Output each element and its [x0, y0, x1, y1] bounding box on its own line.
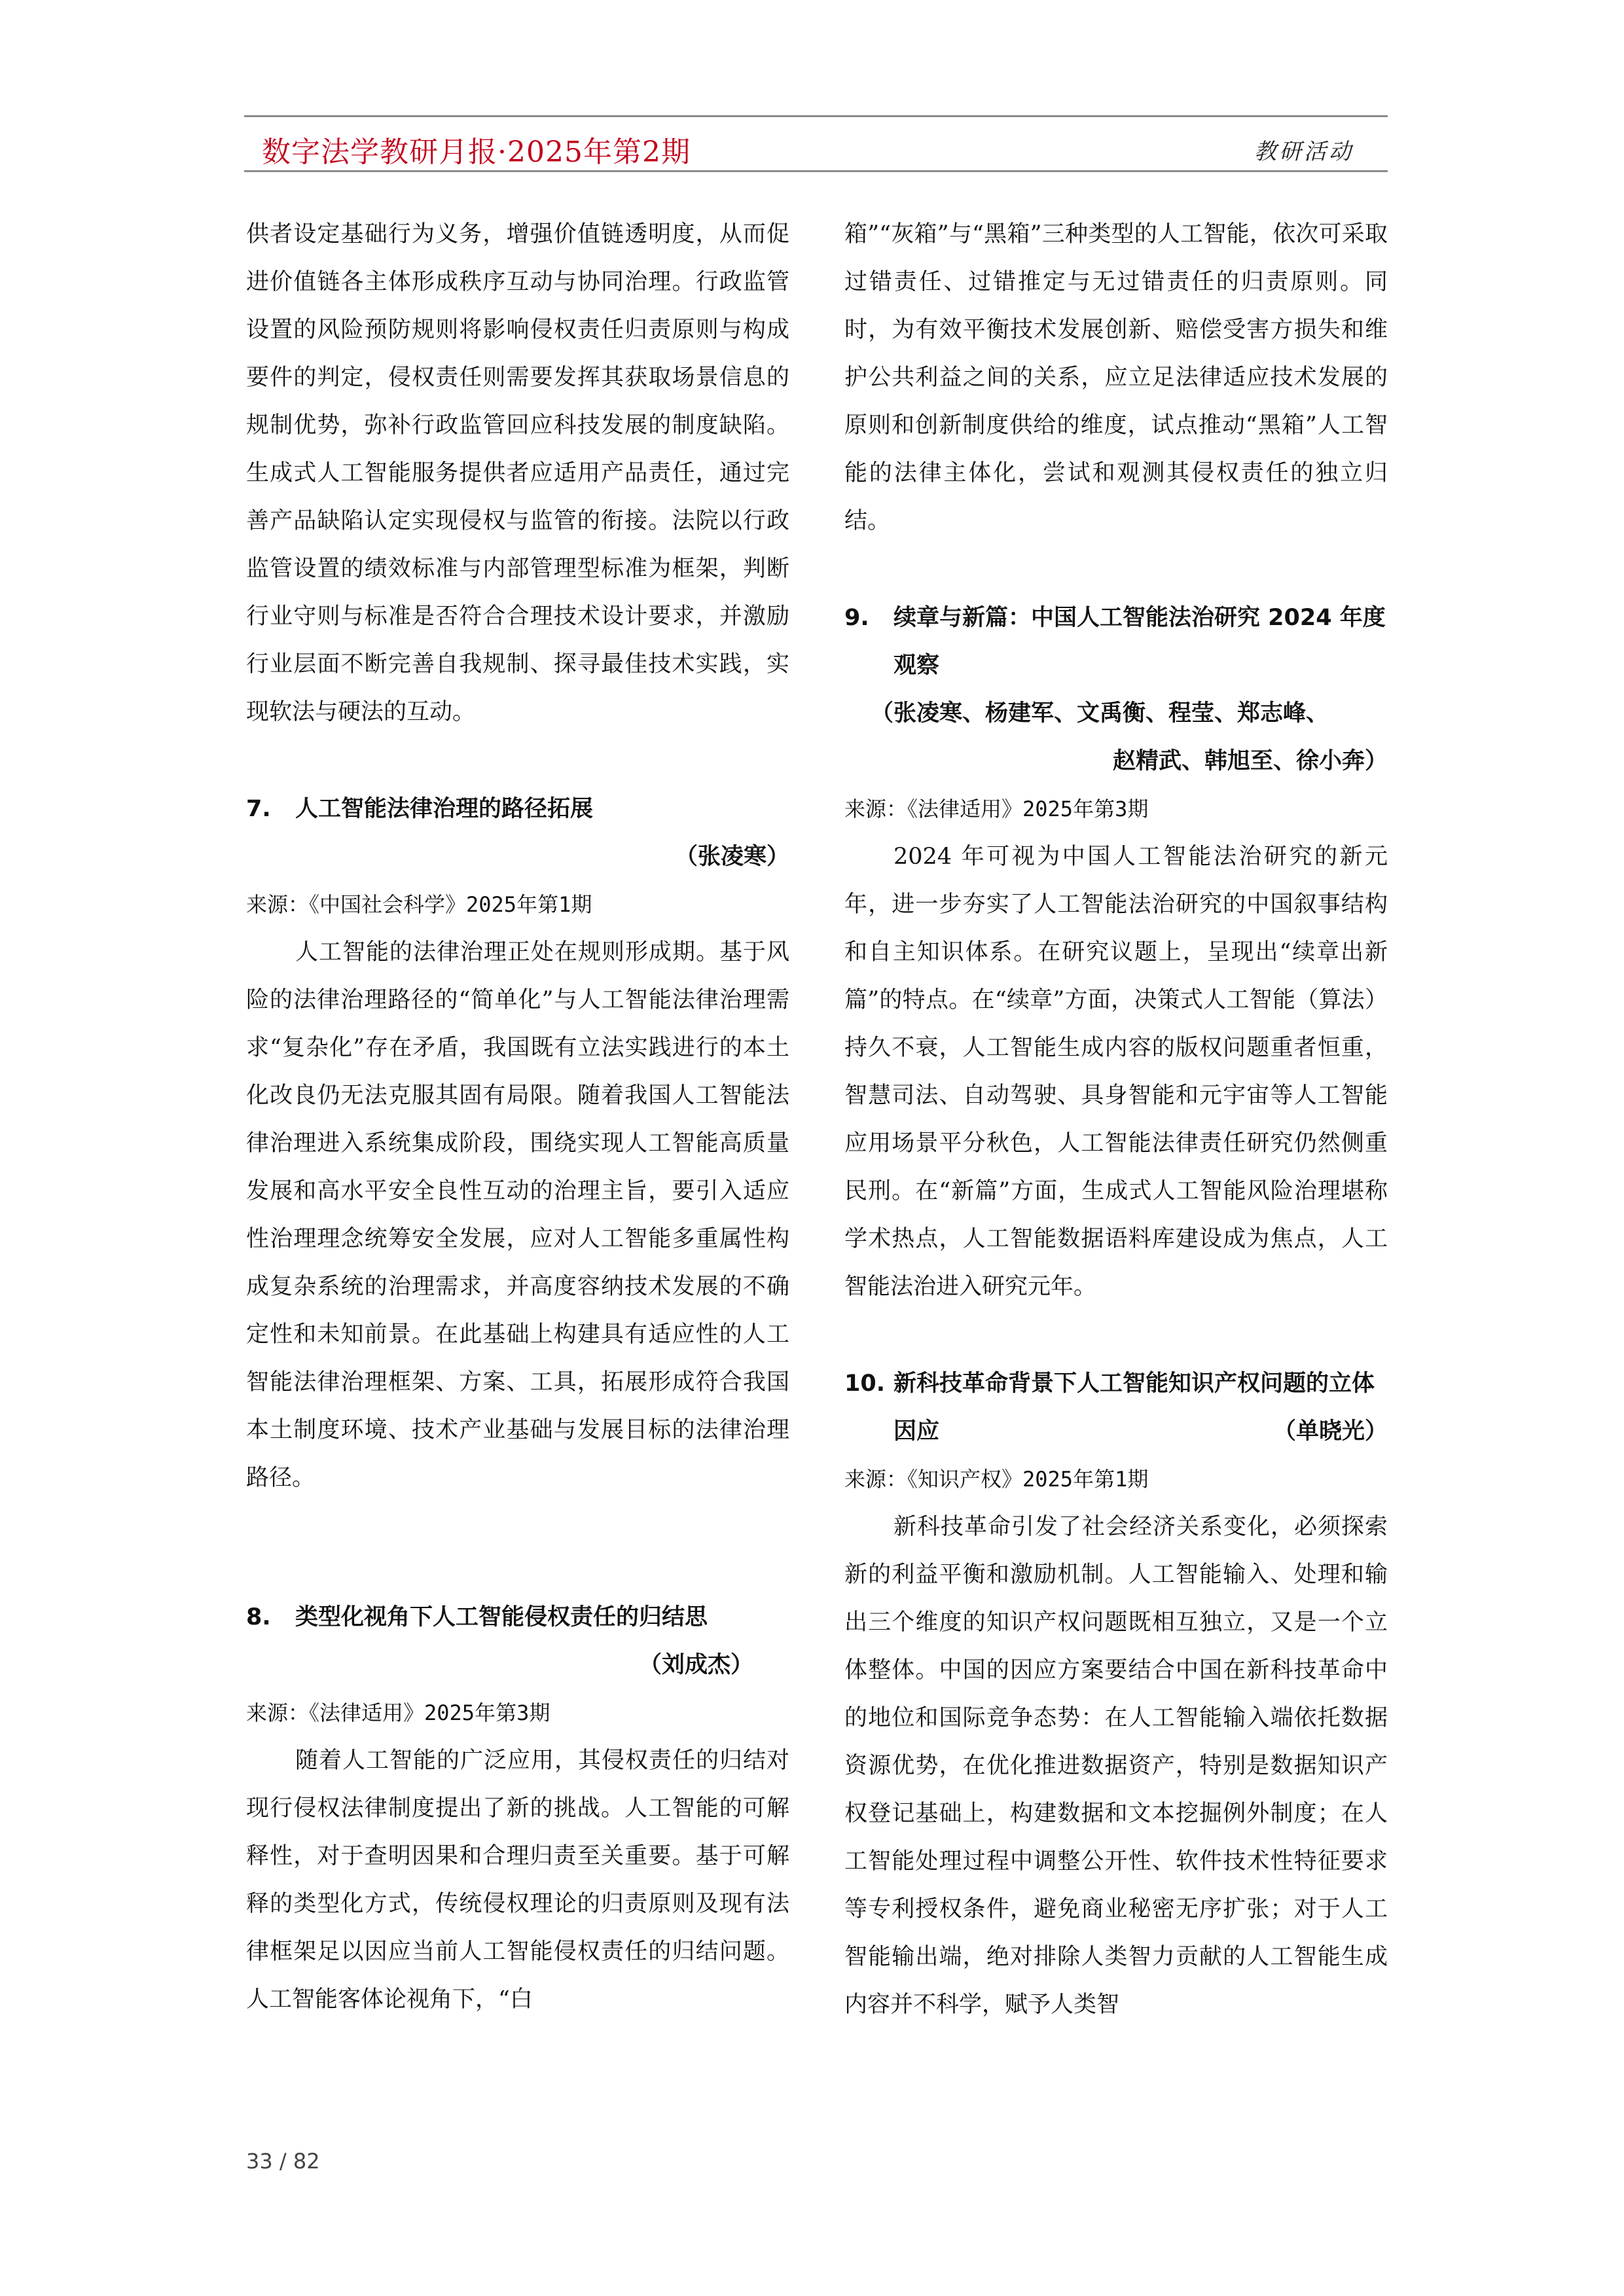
- header-bottom-rule: [244, 170, 1388, 172]
- journal-title: 数字法学教研月报·2025年第2期: [262, 135, 691, 169]
- item-7-author: （张凌寒）: [674, 844, 789, 870]
- item-10-title: 新科技革命背景下人工智能知识产权问题的立体因应: [893, 1371, 1375, 1444]
- item-7-source: 来源：《中国社会科学》2025年第1期: [246, 892, 592, 917]
- item-9-author-line-2: 赵精武、韩旭至、徐小奔）: [1112, 748, 1388, 774]
- item-7-heading: [246, 785, 789, 833]
- item-10-body: 新科技革命引发了社会经济关系变化，必须探索新的利益平衡和激励机制。人工智能输入、处理和输出三个维度的知识产权问题既相互独立，又是一个立体整体。中国的因应方案要结合中国在新科技革命中的地位和国际竞争态势：在人工智能输入端依托数据资源优势，在优化推进数据资产，特别是数据知识产权登记基础上，构建数据和文本挖掘例外制度；在人工智能处理过程中调整公开性、软件技术性特征要求等专利授权条件，避免商业秘密无序扩张；对于人工智能输出端，绝对排除人类智力贡献的人工智能生成内容并不科学，赋予人类智: [844, 1514, 1388, 2018]
- right-column: [844, 211, 1388, 2029]
- item-10-source: 来源：《知识产权》2025年第1期: [844, 1467, 1149, 1492]
- item-9-source: 来源：《法律适用》2025年第3期: [844, 797, 1149, 821]
- item-7-title: 人工智能法律治理的路径拓展: [295, 796, 594, 822]
- item-8-author: （刘成杰）: [638, 1652, 753, 1678]
- item-9-title: 续章与新篇：中国人工智能法治研究 2024 年度观察: [893, 605, 1386, 679]
- left-intro-paragraph: 供者设定基础行为义务，增强价值链透明度，从而促进价值链各主体形成秩序互动与协同治理。行政监管设置的风险预防规则将影响侵权责任归责原则与构成要件的判定，侵权责任则需要发挥其获取场景信息的规制优势，弥补行政监管回应科技发展的制度缺陷。生成式人工智能服务提供者应适用产品责任，通过完善产品缺陷认定实现侵权与监管的衔接。法院以行政监管设置的绩效标准与内部管理型标准为框架，判断行业守则与标准是否符合合理技术设计要求，并激励行业层面不断完善自我规制、探寻最佳技术实践，实现软法与硬法的互动。: [246, 221, 789, 725]
- item-10-author: （单晓光）: [1272, 1418, 1388, 1444]
- item-7-body: 人工智能的法律治理正处在规则形成期。基于风险的法律治理路径的“简单化”与人工智能法律治理需求“复杂化”存在矛盾，我国既有立法实践进行的本土化改良仍无法克服其固有局限。随着我国人工智能法律治理进入系统集成阶段，围绕实现人工智能高质量发展和高水平安全良性互动的治理主旨，要引入适应性治理理念统筹安全发展，应对人工智能多重属性构成复杂系统的治理需求，并高度容纳技术发展的不确定性和未知前景。在此基础上构建具有适应性的人工智能法律治理框架、方案、工具，拓展形成符合我国本土制度环境、技术产业基础与发展目标的法律治理路径。: [246, 939, 789, 1491]
- right-intro-paragraph: 箱”“灰箱”与“黑箱”三种类型的人工智能，依次可采取过错责任、过错推定与无过错责任的归责原则。同时，为有效平衡技术发展创新、赔偿受害方损失和维护公共利益之间的关系，应立足法律适应技术发展的原则和创新制度供给的维度，试点推动“黑箱”人工智能的法律主体化，尝试和观测其侵权责任的独立归结。: [844, 221, 1388, 534]
- item-9-number: 9.: [844, 605, 869, 631]
- section-label: 教研活动: [1254, 139, 1354, 165]
- item-8-body: 随着人工智能的广泛应用，其侵权责任的归结对现行侵权法律制度提出了新的挑战。人工智能的可解释性，对于查明因果和合理归责至关重要。基于可解释的类型化方式，传统侵权理论的归责原则及现有法律框架足以因应当前人工智能侵权责任的归结问题。人工智能客体论视角下，“白: [246, 1748, 789, 2013]
- item-8-number: 8.: [246, 1604, 271, 1630]
- item-10-number: 10.: [844, 1371, 886, 1397]
- item-7-number: 7.: [246, 796, 271, 822]
- item-9-author-line-1: （张凌寒、杨建军、文禹衡、程莹、郑志峰、: [871, 700, 1329, 726]
- left-column: [246, 211, 789, 2024]
- item-8-heading: [246, 1594, 789, 1641]
- item-9-heading: [844, 594, 1388, 690]
- item-9-body: 2024 年可视为中国人工智能法治研究的新元年，进一步夯实了人工智能法治研究的中国叙事结构和自主知识体系。在研究议题上，呈现出“续章出新篇”的特点。在“续章”方面，决策式人工智能（算法）持久不衰，人工智能生成内容的版权问题重者恒重，智慧司法、自动驾驶、具身智能和元宇宙等人工智能应用场景平分秋色，人工智能法律责任研究仍然侧重民刑。在“新篇”方面，生成式人工智能风险治理堪称学术热点，人工智能数据语料库建设成为焦点，人工智能法治进入研究元年。: [844, 844, 1388, 1300]
- item-8-title: 类型化视角下人工智能侵权责任的归结思: [295, 1604, 708, 1630]
- item-8-source: 来源：《法律适用》2025年第3期: [246, 1700, 550, 1725]
- page-number: 33 / 82: [246, 2149, 320, 2174]
- header-top-rule: [244, 115, 1388, 117]
